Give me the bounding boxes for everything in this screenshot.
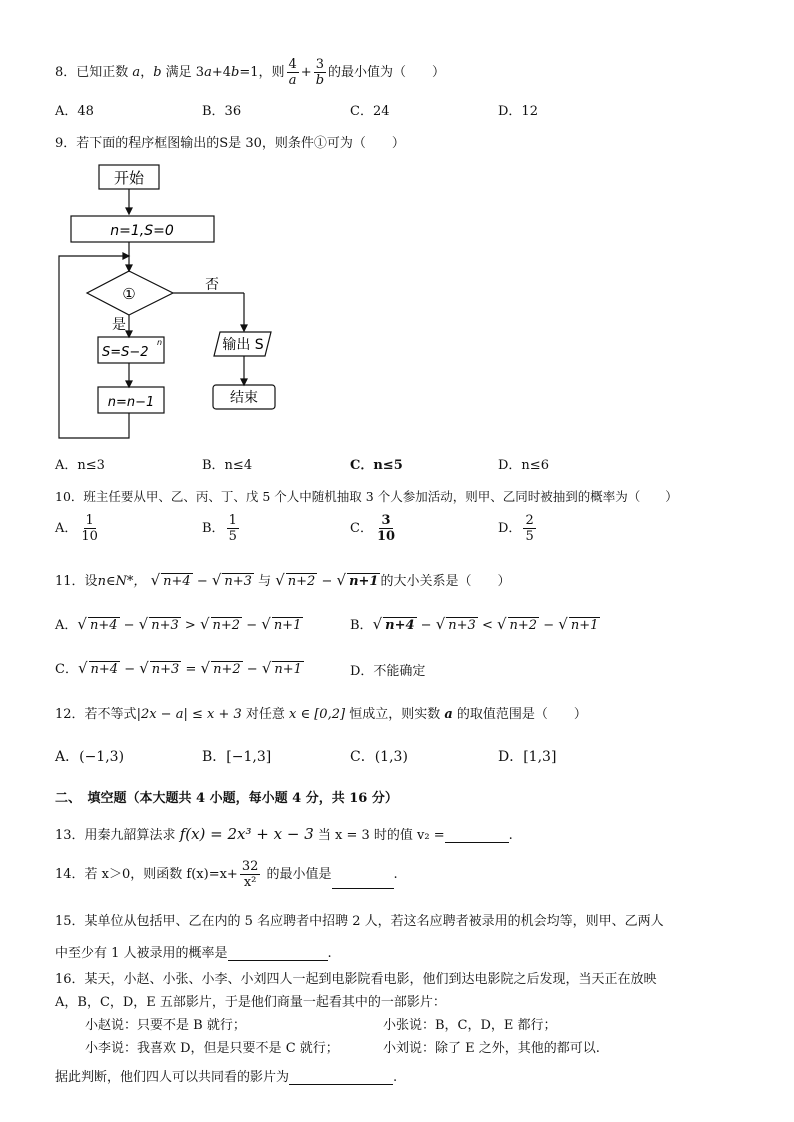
question-text: 恒成立，则实数 <box>345 707 445 722</box>
statement-li: 小李说：我喜欢 D，但是只要不是 C 就行； <box>85 1041 339 1056</box>
question-16-line2: A，B，C，D，E 五部影片，于是他们商量一起看其中的一部影片： <box>55 995 446 1010</box>
no-label: 否 <box>205 277 219 293</box>
sqrt-icon <box>558 618 568 633</box>
radicand: n+2 <box>213 662 241 677</box>
radicand: n+3 <box>224 574 252 589</box>
sqrt-icon <box>261 618 271 633</box>
denominator: 5 <box>525 529 534 544</box>
question-text: 设 <box>84 574 98 589</box>
question-text: 满足 3 <box>161 65 205 80</box>
init-label: n=1,S=0 <box>110 223 174 239</box>
section-heading: 二、 填空题（本大题共 4 小题，每小题 4 分，共 16 分） <box>55 791 398 806</box>
option-d: D．n≤6 <box>498 458 549 473</box>
radicand: n+1 <box>273 618 302 633</box>
statement-zhang: 小张说：B，C，D，E 都行； <box>383 1018 557 1033</box>
answer-blank[interactable] <box>332 874 394 889</box>
comma: ， <box>140 65 154 80</box>
question-12 <box>55 703 587 722</box>
question-text: 某单位从包括甲、乙在内的 5 名应聘者中招聘 2 人，若这名应聘者被录用的机会均等，则甲、乙两人 <box>84 914 664 929</box>
fraction-3-over-b <box>314 58 326 87</box>
numerator: 1 <box>228 513 237 528</box>
radicand: n+1 <box>274 662 302 677</box>
question-text: 当 x = 3 时的值 v₂ = <box>313 828 445 843</box>
numerator: 2 <box>525 513 534 528</box>
var-b: b <box>231 65 240 80</box>
question-text: 若下面的程序框图输出的S是 30，则条件①可为（ ） <box>76 136 405 151</box>
option-b: B．√ n+4 − √ n+3 < √ n+2 − √ n+1 <box>350 614 600 633</box>
option-c <box>350 514 399 543</box>
option-a: A．n≤3 <box>55 458 105 473</box>
option-a: A．(−1,3) <box>55 749 125 765</box>
question-number: 11． <box>55 574 85 589</box>
option-a: A．48 <box>55 104 94 119</box>
period: . <box>327 946 332 961</box>
var-a: a <box>444 707 453 722</box>
question-text: 若 x＞0，则函数 f(x)=x+ <box>84 867 238 882</box>
option-d <box>498 514 538 543</box>
radicand: n+1 <box>349 574 379 589</box>
function-expression: f(x) = 2x³ + x − 3 <box>179 825 314 843</box>
question-tail: 的最小值为（ ） <box>328 65 446 80</box>
numerator: 1 <box>85 513 94 528</box>
inequality: |2x − a| ≤ x + 3 <box>136 707 242 722</box>
question-number: 16． <box>55 972 85 987</box>
connector: 与 <box>253 574 276 589</box>
radicand: n+2 <box>509 618 538 633</box>
fraction-4-over-a <box>287 58 299 87</box>
question-16 <box>55 968 657 987</box>
option-b: B．n≤4 <box>202 458 253 473</box>
option-d: D．12 <box>498 104 538 119</box>
radicand: n+4 <box>90 662 119 677</box>
start-label: 开始 <box>113 169 145 187</box>
radicand: n+4 <box>89 618 118 633</box>
sqrt-icon <box>139 662 149 677</box>
fraction-32-over-x2 <box>240 860 261 889</box>
radicand: n+4 <box>385 618 415 633</box>
option-a <box>55 514 102 543</box>
option-label: D． <box>498 521 522 536</box>
option-a: A．√ n+4 − √ n+3 > √ n+2 − √ n+1 <box>55 614 303 633</box>
question-8 <box>55 58 445 87</box>
relation: < <box>481 618 493 633</box>
option-label: C． <box>55 662 78 677</box>
question-number: 15． <box>55 914 85 929</box>
decrement-label: n=n−1 <box>107 395 155 410</box>
numerator: 4 <box>288 57 297 72</box>
question-number: 12． <box>55 707 85 722</box>
output-label: 输出 S <box>222 337 264 353</box>
question-number: 8． <box>55 65 77 80</box>
sqrt-icon <box>201 662 211 677</box>
question-16-line5 <box>55 1066 397 1085</box>
numerator: 3 <box>381 513 391 528</box>
question-text: 已知正数 <box>76 65 133 80</box>
question-number: 10． <box>55 489 84 504</box>
answer-blank[interactable] <box>289 1070 393 1085</box>
question-13 <box>55 824 513 843</box>
fraction <box>79 514 100 543</box>
question-number: 13． <box>55 828 85 843</box>
radicand: n+2 <box>212 618 241 633</box>
radicand: n+1 <box>570 618 599 633</box>
var-b: b <box>153 65 162 80</box>
denominator: a <box>288 73 297 88</box>
statement-zhao: 小赵说：只要不是 B 就行； <box>85 1018 246 1033</box>
question-text: 班主任要从甲、乙、丙、丁、戊 5 个人中随机抽取 3 个人参加活动，则甲、乙同时被抽到的概率为（ ） <box>83 489 678 504</box>
sqrt-icon <box>373 618 383 633</box>
relation: > <box>184 618 196 633</box>
plus-sign: + <box>300 65 312 80</box>
option-c: C．(1,3) <box>350 749 408 765</box>
option-c: C．√ n+4 − √ n+3 = √ n+2 − √ n+1 <box>55 658 304 677</box>
sqrt-icon <box>151 574 161 589</box>
sqrt-icon <box>78 662 88 677</box>
period: . <box>393 867 398 882</box>
denominator: 10 <box>376 529 396 544</box>
flowchart <box>55 158 295 443</box>
question-11: 11．设n∈N*， √ n+4 − √ n+3 与 √ n+2 − √ n+1 的大小关系是（ ） <box>55 570 510 589</box>
yes-label: 是 <box>112 317 126 333</box>
question-number: 9． <box>55 136 77 151</box>
option-label: A． <box>55 521 78 536</box>
sqrt-icon <box>200 618 210 633</box>
radicand: n+2 <box>287 574 316 589</box>
question-text: 中至少有 1 人被录用的概率是 <box>55 946 228 961</box>
equation-part: =1，则 <box>239 65 285 80</box>
sqrt-icon <box>262 662 272 677</box>
denominator: 10 <box>81 529 98 544</box>
question-text: 若不等式 <box>84 707 137 722</box>
end-label: 结束 <box>230 390 258 406</box>
option-label: A． <box>55 618 78 633</box>
question-15-line2 <box>55 942 332 961</box>
radicand: n+3 <box>448 618 476 633</box>
sqrt-icon <box>275 574 285 589</box>
question-number: 14． <box>55 867 85 882</box>
option-label: B． <box>202 521 225 536</box>
radicand: n+4 <box>163 574 191 589</box>
sqrt-icon <box>497 618 507 633</box>
option-b <box>202 514 241 543</box>
option-c: C．n≤5 <box>350 458 403 473</box>
sqrt-icon <box>436 618 446 633</box>
question-text: 某天，小赵、小张、小李、小刘四人一起到电影院看电影，他们到达电影院之后发现，当天正在放映 <box>84 972 657 987</box>
question-text: 据此判断，他们四人可以共同看的影片为 <box>55 1070 290 1085</box>
question-10 <box>55 487 678 505</box>
question-text: 对任意 <box>241 707 290 722</box>
question-text: 用秦九韶算法求 <box>84 828 180 843</box>
question-tail: 的大小关系是（ ） <box>380 574 511 589</box>
denominator: 5 <box>228 529 237 544</box>
question-14 <box>55 860 398 889</box>
numerator: 3 <box>315 57 324 72</box>
radicand: n+3 <box>151 618 179 633</box>
question-tail: 的取值范围是（ ） <box>452 707 587 722</box>
answer-blank[interactable] <box>445 828 509 843</box>
option-d: D．[1,3] <box>498 749 557 765</box>
option-label: B． <box>350 618 373 633</box>
numerator: 32 <box>241 859 259 874</box>
option-b: B．36 <box>202 104 242 119</box>
period: . <box>393 1070 398 1085</box>
question-15 <box>55 910 664 929</box>
var-a: a <box>204 65 212 80</box>
fraction <box>523 514 535 543</box>
var-a: a <box>132 65 141 80</box>
domain-range: x ∈ [0,2] <box>289 707 346 722</box>
option-label: C． <box>350 521 373 536</box>
sqrt-icon <box>212 574 222 589</box>
relation: = <box>185 662 197 677</box>
option-c: C．24 <box>350 104 390 119</box>
option-d: D．不能确定 <box>350 664 426 679</box>
denominator: b <box>315 73 325 88</box>
denominator: x² <box>243 875 257 890</box>
period: . <box>508 828 513 843</box>
sqrt-icon <box>77 618 87 633</box>
equation-part: +4 <box>211 65 232 80</box>
question-9 <box>55 132 405 151</box>
condition-label: ① <box>122 285 136 303</box>
option-b: B．[−1,3] <box>202 749 272 765</box>
fraction <box>375 514 397 543</box>
question-text: 的最小值是 <box>262 867 332 882</box>
fraction <box>227 514 239 543</box>
sqrt-icon <box>337 574 347 589</box>
answer-blank[interactable] <box>228 946 328 961</box>
statement-liu: 小刘说：除了 E 之外，其他的都可以. <box>383 1041 600 1056</box>
set-condition: n∈N*， <box>97 574 147 589</box>
assign-exponent: n <box>157 338 163 347</box>
assign-label: S=S−2 <box>102 345 149 360</box>
sqrt-icon <box>139 618 149 633</box>
radicand: n+3 <box>151 662 180 677</box>
